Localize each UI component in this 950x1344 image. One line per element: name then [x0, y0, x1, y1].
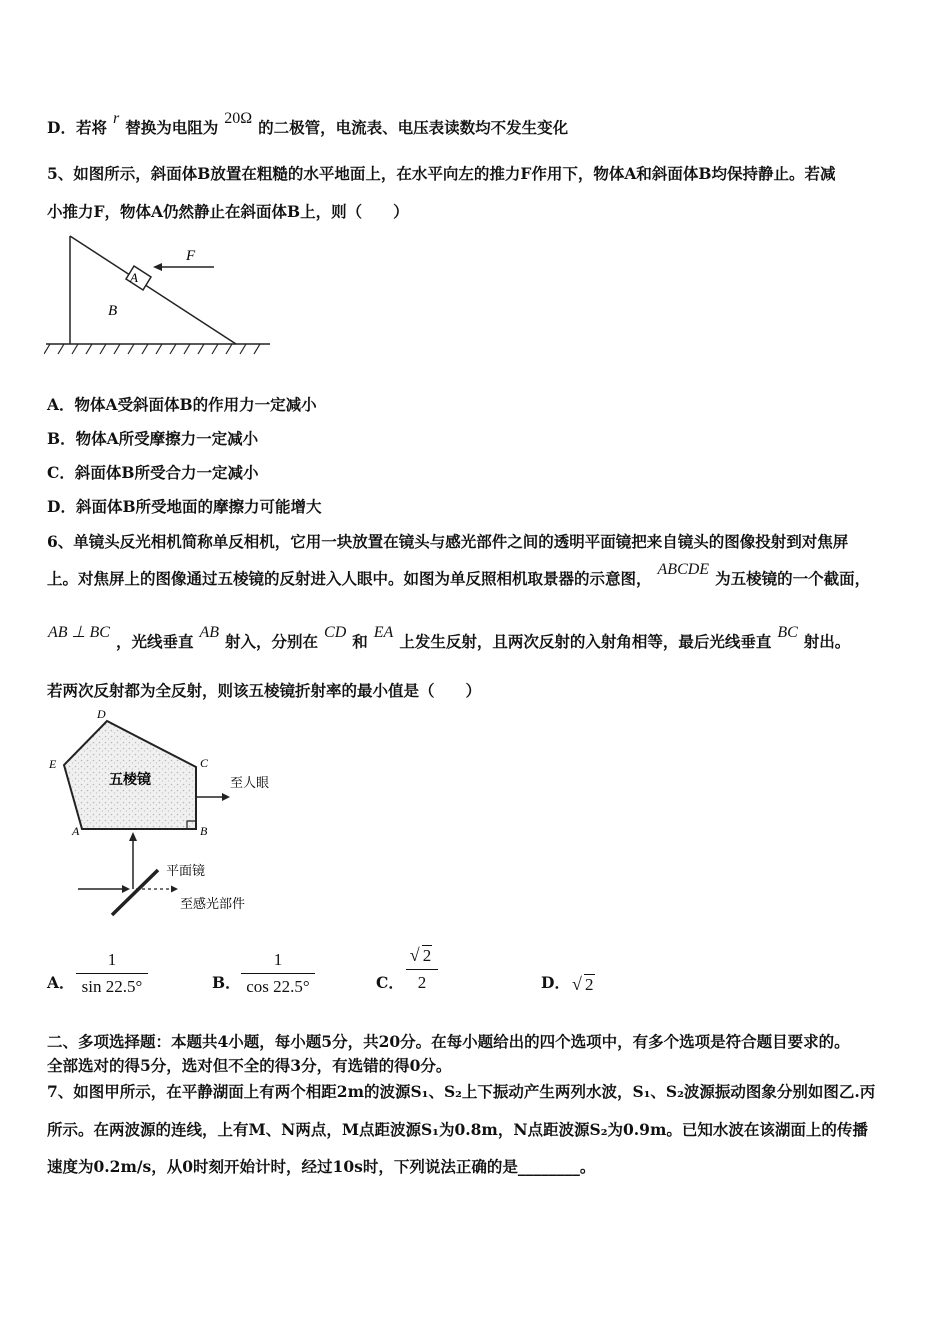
plane-mirror [112, 870, 158, 915]
q5-option-d: D．斜面体B所受地面的摩擦力可能增大 [47, 497, 322, 516]
q4-value-20ohm: 20Ω [224, 110, 253, 127]
q6-stem-line1: 6、单镜头反光相机简称单反相机，它用一块放置在镜头与感光部件之间的透明平面镜把来自镜头的图像投射到对焦屏 [47, 532, 849, 551]
q6-stem-line2 [47, 561, 871, 589]
q4-option-d [47, 110, 569, 138]
sqrt-icon [574, 975, 595, 995]
q6-pentaprism-figure [44, 705, 274, 920]
q5-option-b: B．物体A所受摩擦力一定减小 [47, 429, 259, 448]
q4-var-r: r [112, 110, 120, 127]
q6-option-c-fraction [406, 946, 438, 993]
q4-option-d-mid: 替换为电阻为 [125, 118, 219, 137]
q6-option-b-den: cos 22.5° [246, 977, 310, 996]
q4-option-d-prefix: D．若将 [47, 118, 107, 137]
q6-math-abcde: ABCDE [657, 561, 710, 578]
q5-incline-figure [44, 230, 274, 365]
q6-math-bc: BC [777, 624, 798, 641]
eye-label: 至人眼 [230, 776, 270, 791]
q6-option-d-num: 2 [585, 975, 594, 994]
sensor-arrow-icon [171, 886, 178, 893]
prism-label: 五棱镜 [109, 772, 151, 788]
vertex-d: D [97, 707, 106, 721]
vertex-b: B [200, 824, 208, 838]
section2-heading-line1: 二、多项选择题：本题共4小题，每小题5分，共20分。在每小题给出的四个选项中，有多个选项是符合题目要求的。 [47, 1032, 850, 1051]
q6-option-a-num: 1 [107, 950, 117, 969]
q6-stem-line3 [48, 624, 851, 652]
q4-option-d-suffix: 的二极管，电流表、电压表读数均不发生变化 [258, 118, 569, 137]
q7-stem-line2: 所示。在两波源的连线，上有M、N两点，M点距波源S₁为0.8m，N点距波源S₂为0.9m。已知水波在该湖面上的传播 [47, 1120, 868, 1139]
q6-option-a-den: sin 22.5° [81, 977, 143, 996]
q6-math-ab-perp-bc: AB ⊥ BC [48, 624, 110, 641]
q6-line3-t2: 射入，分别在 [225, 632, 319, 651]
label-a: A [130, 270, 138, 285]
q7-stem-line3: 速度为0.2m/s，从0时刻开始计时，经过10s时，下列说法正确的是________。 [47, 1157, 596, 1176]
q6-option-b-num: 1 [273, 950, 283, 969]
q5-option-a: A．物体A受斜面体B的作用力一定减小 [47, 395, 317, 414]
q6-option-c-den: 2 [417, 973, 427, 992]
eye-arrow-icon [222, 793, 230, 801]
q6-stem-line4: 若两次反射都为全反射，则该五棱镜折射率的最小值是（ ） [47, 681, 482, 700]
label-f: F [186, 248, 196, 264]
q6-option-b-label: B． [212, 973, 241, 992]
q6-line2-text-b: 为五棱镜的一个截面， [715, 569, 871, 588]
q6-line3-t1: ，光线垂直 [115, 632, 194, 651]
q6-line2-text-a: 上。对焦屏上的图像通过五棱镜的反射进入人眼中。如图为单反照相机取景器的示意图， [47, 569, 652, 588]
q6-math-ab: AB [199, 624, 219, 641]
label-b: B [108, 303, 118, 319]
arrow-head-icon [153, 263, 162, 271]
section2-heading-line2: 全部选对的得5分，选对但不全的得3分，有选错的得0分。 [47, 1056, 452, 1075]
q6-option-b-fraction [241, 950, 315, 997]
q6-option-c-num: 2 [422, 946, 432, 965]
q5-stem-line2: 小推力F，物体A仍然静止在斜面体B上，则（ ） [47, 202, 409, 221]
q7-stem-line1: 7、如图甲所示，在平静湖面上有两个相距2m的波源S₁、S₂上下振动产生两列水波，S₁、S₂波源振动图象分别如图乙.丙 [47, 1082, 876, 1101]
q6-option-a-label: A． [47, 973, 75, 992]
vertex-e: E [49, 757, 57, 771]
q6-math-ea: EA [373, 624, 394, 641]
mirror-label: 平面镜 [166, 864, 206, 879]
q6-line3-t5: 射出。 [803, 632, 851, 651]
q6-line3-t3: 和 [352, 632, 368, 651]
sensor-label: 至感光部件 [180, 897, 246, 912]
q6-option-c-label: C． [376, 973, 404, 992]
q6-line3-t4: 上发生反射，且两次反射的入射角相等，最后光线垂直 [399, 632, 772, 651]
q6-option-d-value [574, 975, 595, 995]
vertex-a: A [72, 824, 80, 838]
vertex-c: C [200, 756, 209, 770]
up-arrow-icon [129, 832, 137, 841]
q6-math-cd: CD [324, 624, 347, 641]
sqrt-icon [412, 946, 433, 966]
q6-option-a-fraction [76, 950, 148, 997]
q5-option-c: C．斜面体B所受合力一定减小 [47, 463, 259, 482]
incoming-arrow-icon [122, 885, 130, 893]
q6-option-d-label: D． [541, 973, 570, 992]
q5-stem-line1: 5、如图所示，斜面体B放置在粗糙的水平地面上，在水平向左的推力F作用下，物体A和斜面体B均保持静止。若减 [47, 164, 836, 183]
